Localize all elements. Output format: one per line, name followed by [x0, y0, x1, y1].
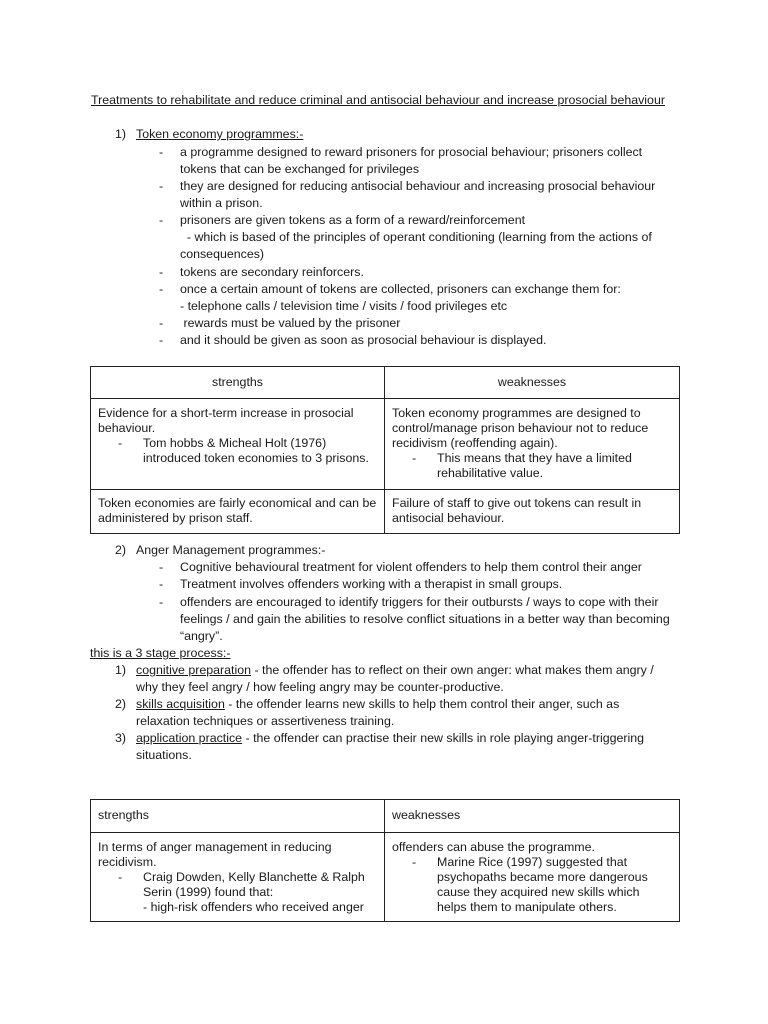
document-title: Treatments to rehabilitate and reduce criminal and antisocial behaviour and increase prosocial behaviour — [91, 93, 665, 107]
list-item-cont: feelings / and gain the abilities to resolve conflict situations in a better way than becoming — [180, 612, 670, 626]
stage-text: - the offender can practise their new skills in role playing anger-triggering — [242, 731, 645, 745]
stage-term: skills acquisition — [136, 697, 225, 711]
list-item: prisoners are given tokens as a form of a reward/reinforcement — [180, 213, 526, 227]
stage-item — [136, 662, 654, 679]
bullet-dash: - — [159, 595, 164, 609]
list-item: Cognitive behavioural treatment for violent offenders to help them control their anger — [180, 560, 642, 574]
list-item: they are designed for reducing antisocial behaviour and increasing prosocial behaviour — [180, 179, 656, 193]
weaknesses-header: weaknesses — [385, 367, 680, 399]
cell-subitem-text: This means that they have a limited rehabilitative value. — [437, 451, 632, 480]
list-item: rewards must be valued by the prisoner — [180, 316, 401, 330]
cell-subitem-cont: - high-risk offenders who received anger — [143, 900, 364, 914]
bullet-dash: - — [159, 333, 164, 347]
weaknesses-header: weaknesses — [385, 800, 680, 833]
list-item: tokens are secondary reinforcers. — [180, 265, 364, 279]
bullet-dash: - — [159, 179, 164, 193]
cell-subitem: - Tom hobbs & Micheal Holt (1976) introduced token economies to 3 prisons. — [118, 436, 369, 465]
table-row — [91, 490, 680, 534]
stage-number: 2) — [115, 697, 127, 711]
stage-text-cont: relaxation techniques or assertiveness training. — [136, 714, 395, 728]
stage-term: application practice — [136, 731, 243, 745]
process-heading: this is a 3 stage process:- — [90, 646, 231, 660]
table-row — [91, 399, 680, 490]
stage-text-cont: why they feel angry / how feeling angry may be counter-productive. — [136, 680, 504, 694]
list-item: once a certain amount of tokens are collected, prisoners can exchange them for: — [180, 282, 621, 296]
cell-subitem-text: Tom hobbs & Micheal Holt (1976) introduced token economies to 3 prisons. — [143, 436, 369, 465]
cell-text: Evidence for a short-term increase in prosocial behaviour. — [98, 406, 354, 435]
strength-cell: Token economies are fairly economical and can be administered by prison staff. — [91, 490, 385, 534]
cell-text: In terms of anger management in reducing recidivism. — [98, 840, 332, 869]
list-item: Treatment involves offenders working with a therapist in small groups. — [180, 577, 563, 591]
section2-number: 2) — [115, 543, 127, 557]
token-economy-evaluation-table — [90, 366, 680, 534]
list-item: a programme designed to reward prisoners for prosocial behaviour; prisoners collect — [180, 145, 643, 159]
cell-subitem-text: Marine Rice (1997) suggested that psychopaths became more dangerous cause they acquired new skills which helps them to manipulate others. — [437, 855, 648, 914]
strengths-header: strengths — [91, 367, 385, 399]
stage-text-cont: situations. — [136, 748, 192, 762]
list-item: and it should be given as soon as prosocial behaviour is displayed. — [180, 333, 547, 347]
table-header-row — [91, 800, 680, 833]
cell-subitem: - This means that they have a limited rehabilitative value. — [412, 451, 632, 480]
cell-subitem-text: Craig Dowden, Kelly Blanchette & Ralph Serin (1999) found that: — [143, 870, 365, 899]
bullet-dash: - — [159, 145, 164, 159]
bullet-dash: - — [159, 213, 164, 227]
table-row — [91, 833, 680, 922]
list-item: offenders are encouraged to identify triggers for their outbursts / ways to cope with their — [180, 595, 659, 609]
bullet-dash: - — [159, 316, 164, 330]
strength-cell — [91, 833, 385, 922]
list-item-cont: tokens that can be exchanged for privileges — [180, 162, 420, 176]
table-header-row — [91, 367, 680, 399]
bullet-dash: - — [159, 560, 164, 574]
stage-number: 1) — [115, 663, 127, 677]
list-item-cont: “angry”. — [180, 629, 223, 643]
stage-text: - the offender has to reflect on their own anger: what makes them angry / — [251, 663, 654, 677]
bullet-dash: - — [159, 282, 164, 296]
weakness-cell — [385, 399, 680, 490]
stage-text: - the offender learns new skills to help them control their anger, such as — [224, 697, 620, 711]
list-item-cont: - which is based of the principles of operant conditioning (learning from the actions of — [180, 230, 652, 244]
cell-text: Token economy programmes are designed to control/manage prison behaviour not to reduce recidivism (reoffending again). — [392, 406, 649, 450]
list-item-cont: within a prison. — [180, 196, 263, 210]
section1-heading: Token economy programmes:- — [136, 127, 304, 141]
cell-text: offenders can abuse the programme. — [392, 840, 595, 854]
cell-subitem: - Marine Rice (1997) suggested that psychopaths became more dangerous cause they acquired new skills which helps them to manipulate others. — [412, 855, 648, 914]
bullet-dash: - — [159, 577, 164, 591]
section1-number: 1) — [115, 127, 127, 141]
bullet-dash: - — [159, 265, 164, 279]
list-item-cont: - telephone calls / television time / visits / food privileges etc — [180, 299, 508, 313]
weakness-cell — [385, 833, 680, 922]
stage-number: 3) — [115, 731, 127, 745]
cell-subitem: - Craig Dowden, Kelly Blanchette & Ralph Serin (1999) found that: — [118, 870, 365, 899]
strength-cell — [91, 399, 385, 490]
stage-item — [136, 696, 619, 713]
section2-heading: Anger Management programmes:- — [136, 543, 326, 557]
stage-item — [136, 730, 644, 747]
list-item-cont: consequences) — [180, 247, 265, 261]
anger-management-evaluation-table — [90, 799, 680, 922]
strengths-header: strengths — [91, 800, 385, 833]
stage-term: cognitive preparation — [136, 663, 252, 677]
weakness-cell: Failure of staff to give out tokens can result in antisocial behaviour. — [385, 490, 680, 534]
